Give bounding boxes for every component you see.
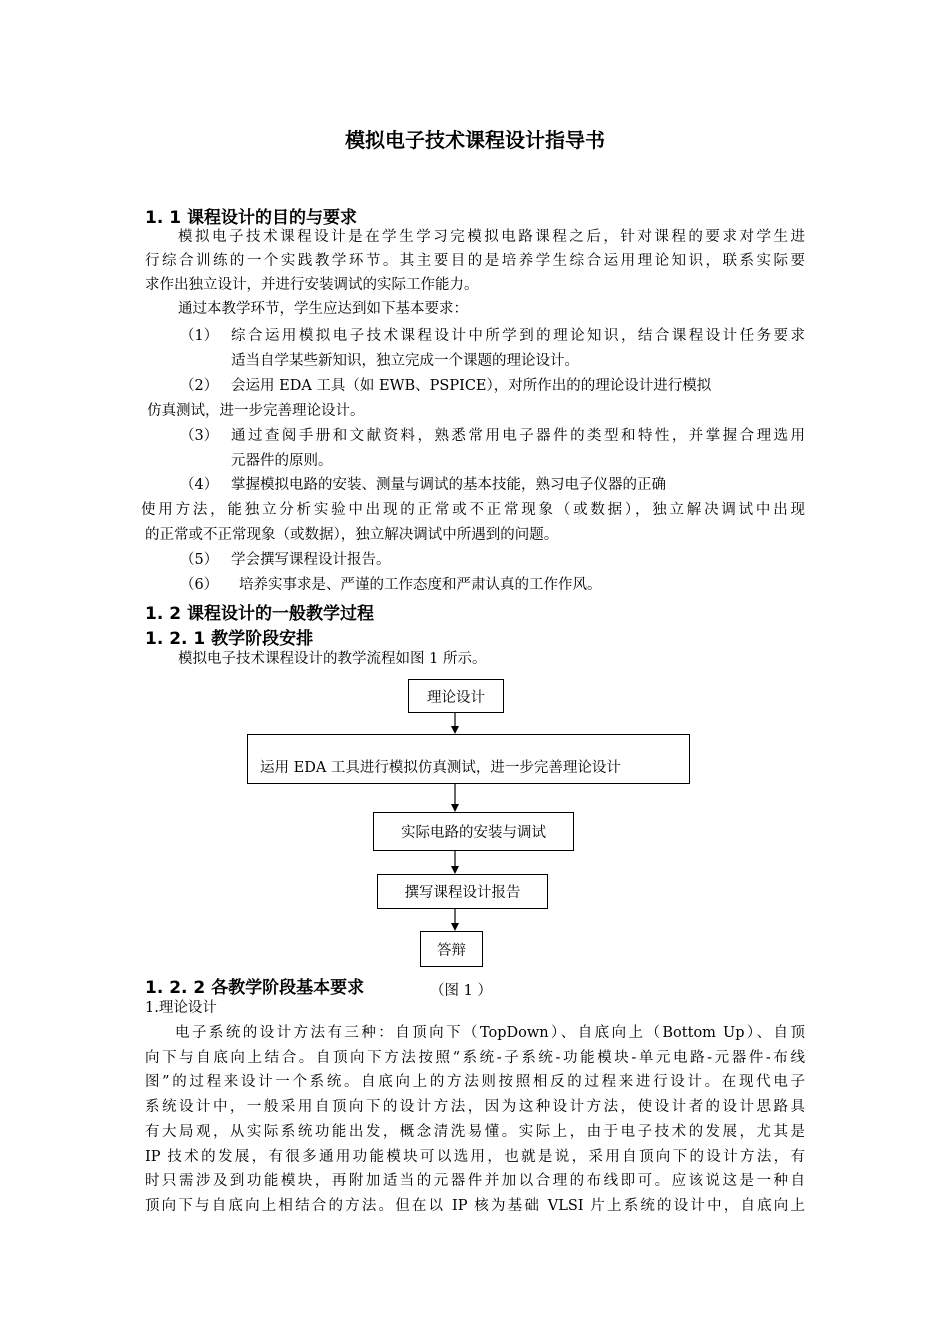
section-heading-1-1: 1. 1 课程设计的目的与要求 (145, 208, 357, 228)
page-title: 模拟电子技术课程设计指导书 (345, 128, 605, 152)
flow-step-theory-design: 理论设计 (408, 679, 504, 713)
flow-step-defense: 答辩 (420, 931, 483, 967)
flow-step-eda-simulation: 运用 EDA 工具进行模拟仿真测试，进一步完善理论设计 (247, 734, 690, 784)
item-text: 仿真测试，进一步完善理论设计。 (147, 403, 365, 419)
paragraph-line: 时只需涉及到功能模块，再附加适当的元器件并加以合理的布线即可。应该说这是一种自 (145, 1173, 805, 1189)
item-text: 元器件的原则。 (231, 453, 333, 469)
item-number: （3） (180, 428, 219, 444)
item-text: 掌握模拟电路的安装、测量与调试的基本技能，熟习电子仪器的正确 (231, 477, 666, 493)
paragraph-line: 顶向下与自底向上相结合的方法。但在以 IP 核为基础 VLSI 片上系统的设计中，自底向上 (145, 1198, 805, 1214)
subsection-heading-1-2-2: 1. 2. 2 各教学阶段基本要求 (145, 978, 365, 998)
paragraph-line: 图”的过程来设计一个系统。自底向上的方法则按照相反的过程来进行设计。在现代电子 (145, 1074, 805, 1090)
item-text: 会运用 EDA 工具（如 EWB、PSPICE），对所作出的的理论设计进行模拟 (231, 378, 712, 394)
paragraph-line: IP 技术的发展，有很多通用功能模块可以选用，也就是说，采用自顶向下的设计方法，有 (145, 1149, 805, 1165)
item-text: 培养实事求是、严谨的工作态度和严肃认真的工作作风。 (239, 577, 602, 593)
item-text: 适当自学某些新知识，独立完成一个课题的理论设计。 (231, 353, 579, 369)
item-text: 通过查阅手册和文献资料，熟悉常用电子器件的类型和特性，并掌握合理选用 (231, 428, 805, 444)
paragraph-line: 向下与自底向上结合。自顶向下方法按照“系统-子系统-功能模块-单元电路-元器件-布线 (145, 1050, 805, 1066)
item-number: （6） (180, 577, 219, 593)
paragraph-line: 有大局观，从实际系统功能出发，概念清洗易懂。实际上，由于电子技术的发展，尤其是 (145, 1124, 805, 1140)
subitem-label: 1.理论设计 (145, 1000, 217, 1016)
flow-intro: 模拟电子技术课程设计的教学流程如图 1 所示。 (178, 651, 487, 667)
item-text: 使用方法，能独立分析实验中出现的正常或不正常现象（或数据），独立解决调试中出现 (141, 502, 805, 518)
subsection-heading-1-2-1: 1. 2. 1 教学阶段安排 (145, 629, 314, 649)
item-text: 综合运用模拟电子技术课程设计中所学到的理论知识，结合课程设计任务要求 (231, 328, 805, 344)
flow-step-write-report: 撰写课程设计报告 (377, 874, 548, 909)
paragraph-line: 行综合训练的一个实践教学环节。其主要目的是培养学生综合运用理论知识，联系实际要 (145, 253, 805, 269)
item-number: （1） (180, 328, 219, 344)
flow-step-assembly-debug: 实际电路的安装与调试 (373, 812, 574, 851)
section-heading-1-2: 1. 2 课程设计的一般教学过程 (145, 604, 374, 624)
item-text: 的正常或不正常现象（或数据），独立解决调试中所遇到的问题。 (145, 527, 559, 543)
item-number: （4） (180, 477, 219, 493)
item-text: 学会撰写课程设计报告。 (231, 552, 391, 568)
paragraph-line: 系统设计中，一般采用自顶向下的设计方法，因为这种设计方法，使设计者的设计思路具 (145, 1099, 805, 1115)
paragraph-line: 模拟电子技术课程设计是在学生学习完模拟电路课程之后，针对课程的要求对学生进 (178, 229, 805, 245)
item-number: （5） (180, 552, 219, 568)
paragraph-line: 求作出独立设计，并进行安装调试的实际工作能力。 (145, 277, 479, 293)
figure-caption: （图 1 ） (430, 983, 492, 999)
requirements-intro: 通过本教学环节，学生应达到如下基本要求： (178, 301, 468, 317)
paragraph-line: 电子系统的设计方法有三种：自顶向下（TopDown）、自底向上（Bottom Up）、自顶 (175, 1025, 805, 1041)
item-number: （2） (180, 378, 219, 394)
